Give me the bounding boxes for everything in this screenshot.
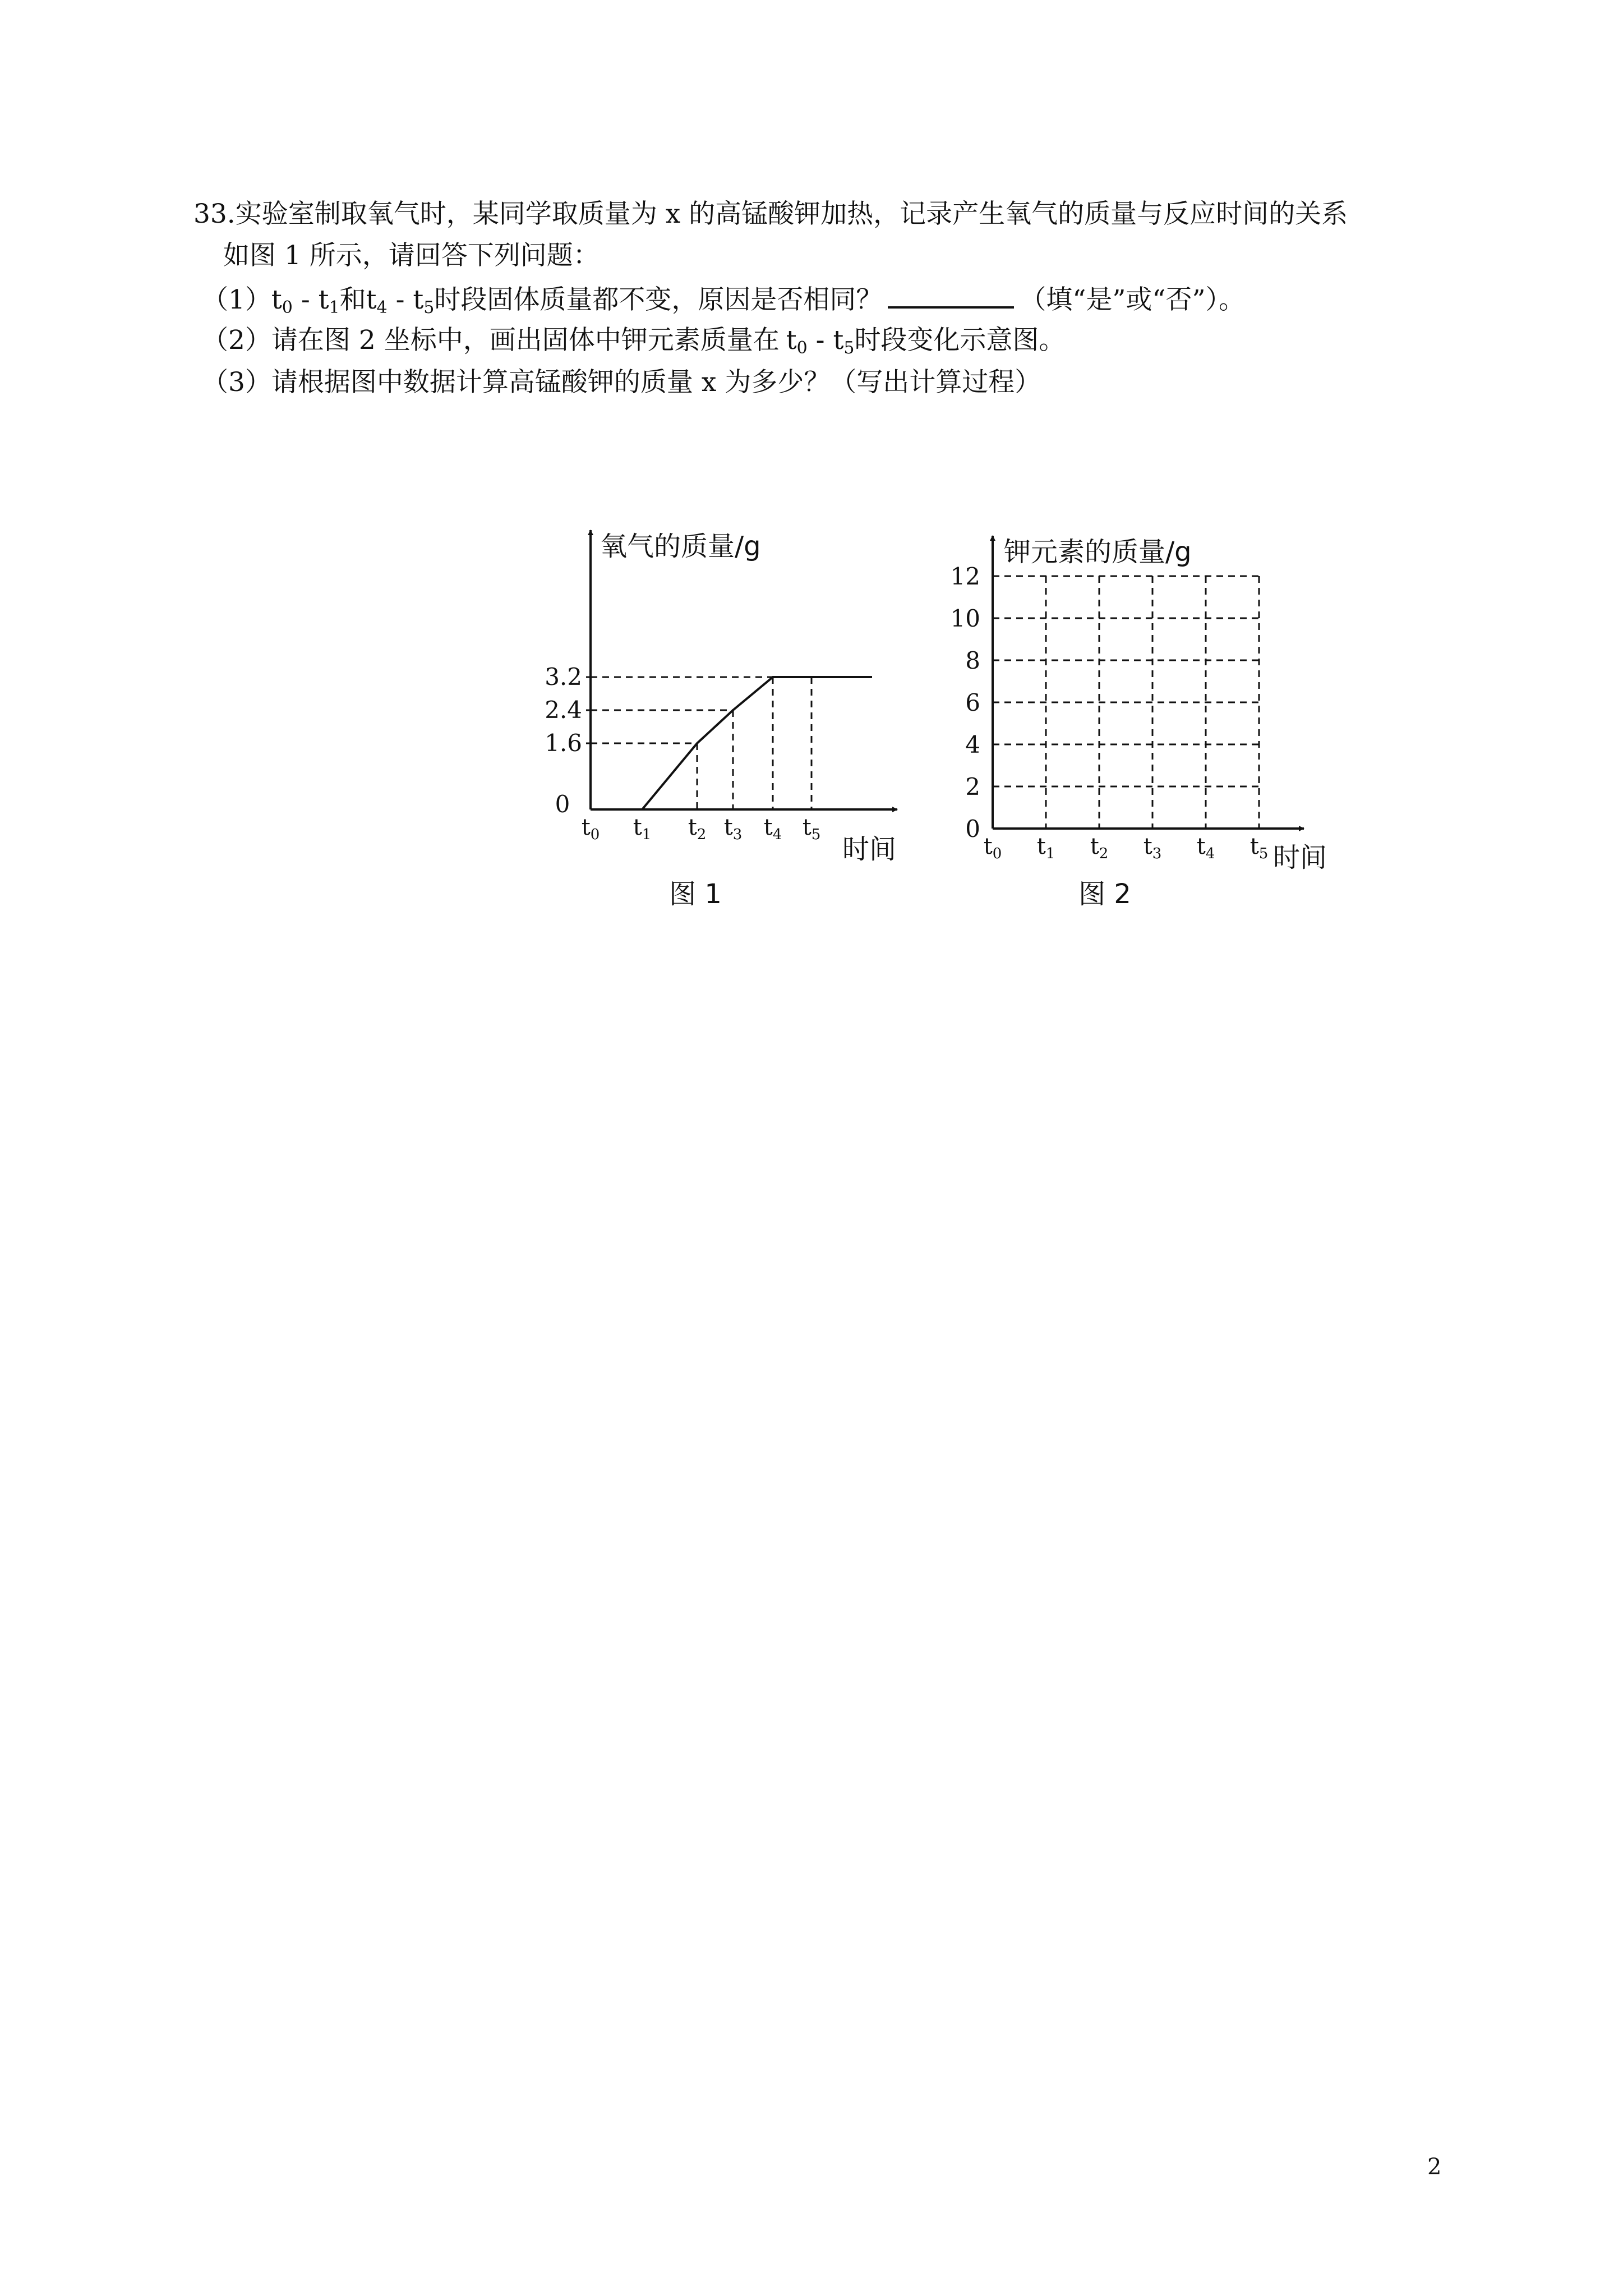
part2-prefix: （2） — [202, 325, 271, 356]
x-tick-label: $t_5$ — [1249, 834, 1269, 862]
x-axis-label: 时间 — [842, 834, 897, 865]
x-tick-label: $t_1$ — [1036, 834, 1055, 862]
part2-text-b: 时段变化示意图。 — [854, 325, 1066, 356]
x-axis-label: 时间 — [1273, 842, 1327, 873]
figure-2-potassium-grid — [951, 536, 1327, 910]
y-tick-label: 3.2 — [545, 663, 582, 691]
y-tick-label: 1.6 — [545, 729, 582, 757]
page-number: 2 — [1427, 2154, 1442, 2180]
y-axis-label: 钾元素的质量/g — [1004, 536, 1192, 568]
y-tick-label: 2 — [965, 773, 980, 800]
x-tick-label: $t_3$ — [723, 815, 743, 843]
x-tick-label: $t_2$ — [688, 815, 707, 843]
part1-suffix: （填“是”或“否”）。 — [1020, 284, 1245, 315]
dash: - — [807, 325, 833, 356]
part1-prefix: （1） — [202, 284, 271, 315]
t1-symbol: $t_1$ — [318, 284, 340, 318]
y-tick-label: 12 — [950, 563, 980, 590]
part1-text: 时段固体质量都不变，原因是否相同？ — [434, 284, 883, 315]
question-stem-line2: 如图 1 所示，请回答下列问题： — [223, 240, 600, 271]
y-tick-label: 2.4 — [545, 696, 582, 724]
t5-symbol: $t_5$ — [413, 284, 435, 318]
question-stem-text: 实验室制取氧气时，某同学取质量为 x 的高锰酸钾加热，记录产生氧气的质量与反应时间的关系 — [235, 199, 1348, 229]
figure-caption: 图 2 — [1078, 878, 1131, 910]
question-number: 33. — [193, 199, 236, 229]
part2-text-a: 请在图 2 坐标中，画出固体中钾元素质量在 — [271, 325, 780, 356]
x-tick-label: $t_4$ — [1196, 834, 1215, 862]
t0-symbol: $t_0$ — [786, 325, 808, 358]
part3-text: 请根据图中数据计算高锰酸钾的质量 x 为多少？（写出计算过程） — [271, 367, 1041, 398]
x-tick-label: $t_1$ — [633, 815, 652, 843]
y-tick-label: 0 — [965, 815, 980, 843]
t0-symbol: $t_0$ — [271, 284, 293, 318]
dash: - — [292, 284, 319, 315]
part3-prefix: （3） — [202, 367, 271, 398]
x-tick-label: $t_5$ — [802, 815, 821, 843]
x-tick-label: $t_0$ — [581, 815, 600, 843]
x-tick-label: $t_2$ — [1090, 834, 1109, 862]
t4-symbol: $t_4$ — [366, 284, 388, 318]
figure-caption: 图 1 — [669, 878, 722, 910]
y-tick-label: 10 — [950, 605, 980, 632]
figure-1-oxygen-chart — [545, 530, 897, 910]
t5-symbol: $t_5$ — [833, 325, 855, 358]
x-tick-label: $t_3$ — [1143, 834, 1162, 862]
y-axis-label: 氧气的质量/g — [600, 531, 761, 562]
dash: - — [387, 284, 413, 315]
x-tick-label: $t_0$ — [983, 834, 1002, 862]
y-tick-label: 6 — [965, 689, 980, 716]
x-tick-label: $t_4$ — [763, 815, 782, 843]
and-word: 和 — [339, 284, 366, 315]
y-tick-label: 8 — [965, 647, 980, 674]
y-tick-label: 0 — [555, 790, 570, 818]
y-tick-label: 4 — [965, 731, 980, 758]
